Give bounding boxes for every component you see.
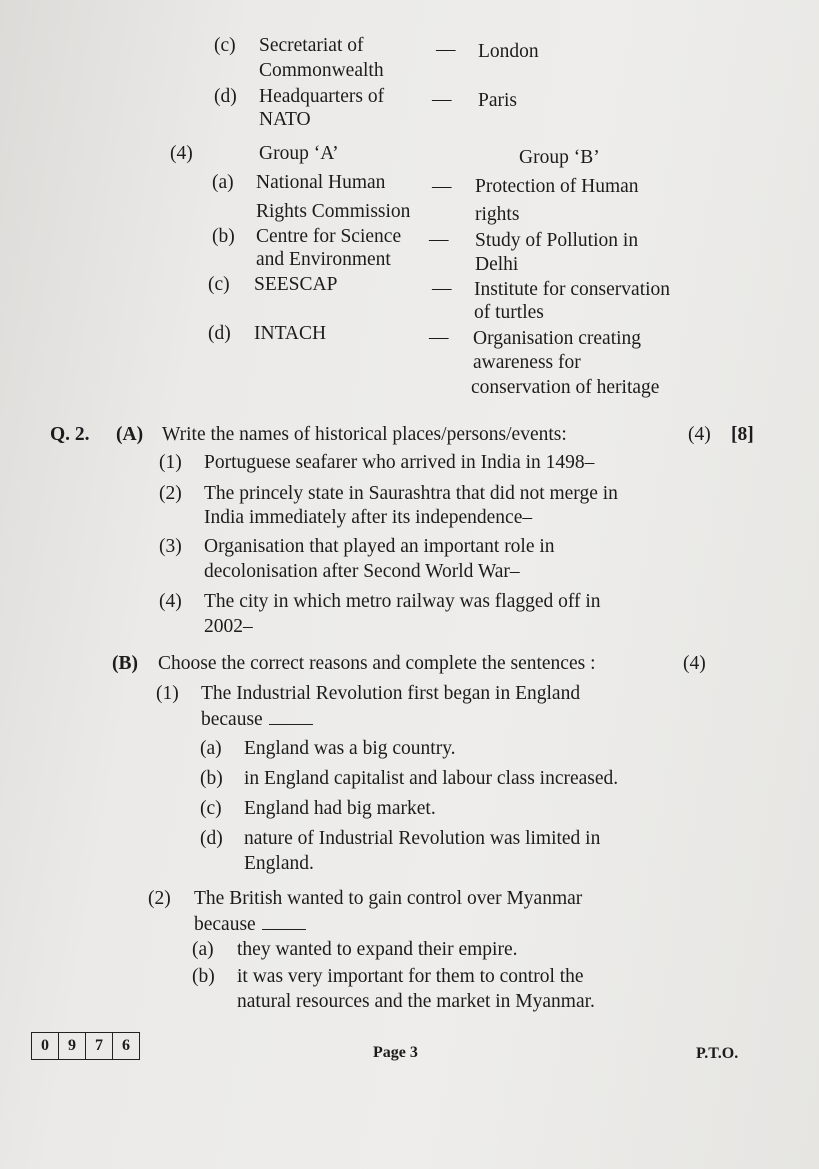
match-right-text: rights xyxy=(475,204,520,225)
subquestion-text: because xyxy=(194,913,306,936)
match-left-text: SEESCAP xyxy=(254,274,338,295)
match-right-text: conservation of heritage xyxy=(471,377,660,398)
paper-code-digit: 0 xyxy=(32,1033,59,1059)
match-item-number: (a) xyxy=(212,172,234,193)
subquestion-text: decolonisation after Second World War– xyxy=(204,561,520,582)
subquestion-text: The princely state in Saurashtra that did not merge in xyxy=(204,483,618,504)
match-left-text: NATO xyxy=(259,109,311,130)
subquestion-text: The Industrial Revolution first began in England xyxy=(201,683,581,704)
option-text: England had big market. xyxy=(244,798,436,819)
option-text: nature of Industrial Revolution was limited in xyxy=(244,828,601,849)
part-label: (A) xyxy=(116,424,144,445)
match-right-text: Protection of Human xyxy=(475,176,639,197)
match-right-text: Delhi xyxy=(475,254,519,275)
match-item-number: (c) xyxy=(208,274,230,295)
option-text: natural resources and the market in Myanmar. xyxy=(237,991,595,1012)
option-number: (a) xyxy=(200,738,222,759)
part-marks: (4) xyxy=(688,424,711,445)
match-right-text: Study of Pollution in xyxy=(475,230,639,251)
group-a-heading: Group ‘A’ xyxy=(259,143,339,164)
match-left-text: Rights Commission xyxy=(256,201,411,222)
paper-code-digit: 6 xyxy=(122,1037,130,1054)
subquestion-text: Organisation that played an important role in xyxy=(204,536,555,557)
part-label: (B) xyxy=(112,653,138,674)
match-right-text: awareness for xyxy=(473,352,581,373)
subquestion-number: (2) xyxy=(159,483,182,504)
part-instruction: Choose the correct reasons and complete the sentences : xyxy=(158,653,596,674)
match-left-text: Secretariat of xyxy=(259,35,364,56)
match-right-text: of turtles xyxy=(474,302,544,323)
match-dash: — xyxy=(429,327,449,348)
subquestion-text: The British wanted to gain control over Myanmar xyxy=(194,888,583,909)
group-b-heading: Group ‘B’ xyxy=(519,147,600,168)
match-left-text: and Environment xyxy=(256,249,391,270)
subquestion-number: (1) xyxy=(156,683,179,704)
option-number: (d) xyxy=(200,828,223,849)
question-total-marks: [8] xyxy=(731,424,754,445)
match-left-text: National Human xyxy=(256,172,386,193)
question-label: Q. 2. xyxy=(50,424,90,445)
part-instruction: Write the names of historical places/persons/events: xyxy=(162,424,567,445)
match-item-number: (b) xyxy=(212,226,235,247)
match-dash: — xyxy=(429,229,449,250)
option-text: they wanted to expand their empire. xyxy=(237,939,518,960)
option-text: England. xyxy=(244,853,314,874)
option-text: England was a big country. xyxy=(244,738,456,759)
match-left-text: Headquarters of xyxy=(259,86,385,107)
option-number: (b) xyxy=(200,768,223,789)
subquestion-number: (2) xyxy=(148,888,171,909)
match-dash: — xyxy=(432,89,452,110)
match-right-text: Paris xyxy=(478,90,517,111)
answer-blank xyxy=(269,708,313,725)
match-left-text: INTACH xyxy=(254,323,327,344)
match-right-text: Institute for conservation xyxy=(474,279,671,300)
option-text: it was very important for them to control the xyxy=(237,966,584,987)
subquestion-text: The city in which metro railway was flagged off in xyxy=(204,591,601,612)
subquestion-text: 2002– xyxy=(204,616,253,637)
match-dash: — xyxy=(432,278,452,299)
option-number: (a) xyxy=(192,939,214,960)
subquestion-text: Portuguese seafarer who arrived in India in 1498– xyxy=(204,452,595,473)
paper-code-box xyxy=(31,1032,140,1060)
subquestion-text: India immediately after its independence– xyxy=(204,507,533,528)
answer-blank xyxy=(262,913,306,930)
paper-code-digit: 7 xyxy=(86,1033,113,1059)
option-text: in England capitalist and labour class increased. xyxy=(244,768,619,789)
question-number: (4) xyxy=(170,143,193,164)
match-dash: — xyxy=(432,176,452,197)
match-right-text: London xyxy=(478,41,539,62)
subquestion-number: (1) xyxy=(159,452,182,473)
match-item-number: (c) xyxy=(214,35,236,56)
match-item-number: (d) xyxy=(214,86,237,107)
paper-code-digit: 9 xyxy=(59,1033,86,1059)
match-item-number: (d) xyxy=(208,323,231,344)
option-number: (b) xyxy=(192,966,215,987)
match-dash: — xyxy=(436,39,456,60)
subquestion-number: (4) xyxy=(159,591,182,612)
match-left-text: Centre for Science xyxy=(256,226,402,247)
match-left-text: Commonwealth xyxy=(259,60,384,81)
subquestion-number: (3) xyxy=(159,536,182,557)
part-marks: (4) xyxy=(683,653,706,674)
match-right-text: Organisation creating xyxy=(473,328,642,349)
page-number: Page 3 xyxy=(373,1044,418,1061)
subquestion-text: because xyxy=(201,708,313,731)
option-number: (c) xyxy=(200,798,222,819)
pto-label: P.T.O. xyxy=(696,1045,739,1062)
